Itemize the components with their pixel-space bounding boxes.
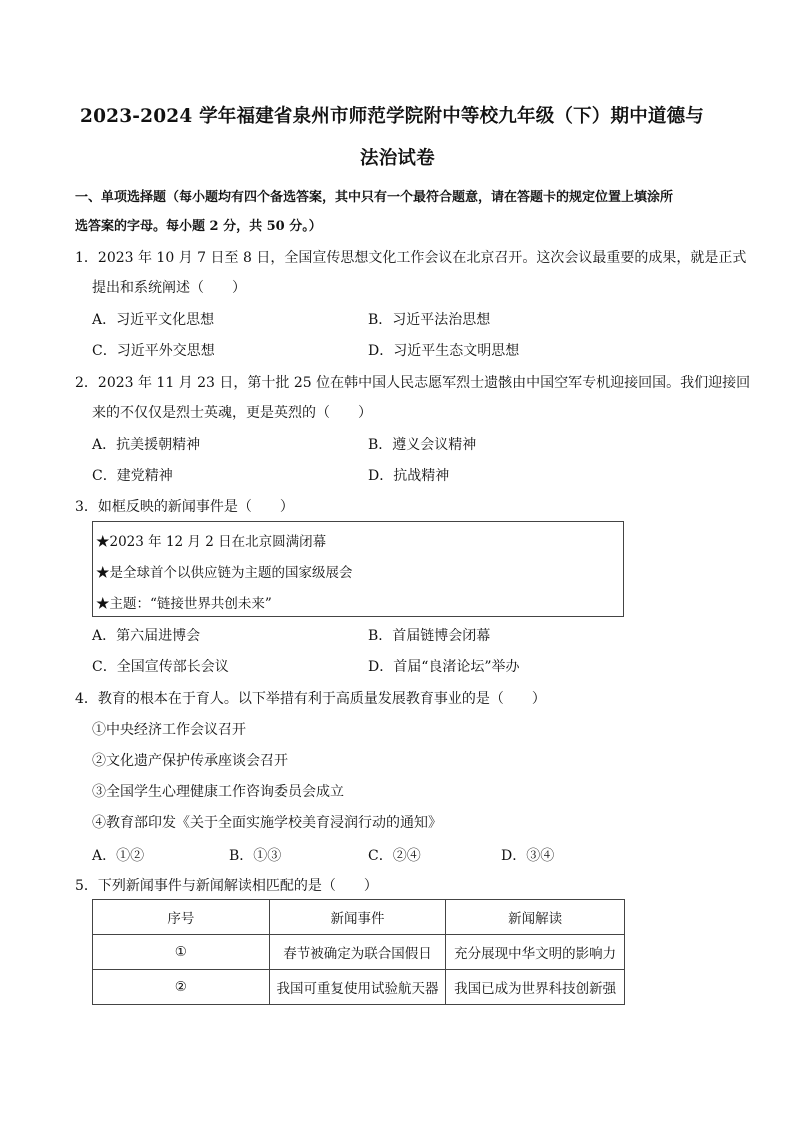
q4-option-d: D．③④ (501, 848, 555, 864)
q1-stem-line2: 提出和系统阐述（ ） (92, 280, 246, 296)
table-row (93, 970, 625, 1005)
q3-box-line-3: ★主题：“链接世界共创未来” (96, 596, 272, 612)
q3-news-box (92, 521, 624, 617)
table-cell: ② (93, 970, 270, 1005)
q3-option-d: D．首届“良渚论坛”举办 (368, 659, 520, 675)
table-cell: 春节被确定为联合国假日 (269, 935, 446, 970)
q3-option-c: C．全国宣传部长会议 (92, 659, 229, 675)
q4-item-1: ①中央经济工作会议召开 (92, 722, 246, 738)
q3-stem: 3．如框反映的新闻事件是（ ） (75, 499, 294, 515)
table-header-cell: 新闻解读 (446, 900, 625, 935)
q1-option-c: C．习近平外交思想 (92, 343, 215, 359)
q4-item-3: ③全国学生心理健康工作咨询委员会成立 (92, 784, 344, 800)
q2-stem-line2: 来的不仅仅是烈士英魂，更是英烈的（ ） (92, 405, 372, 421)
q1-stem-line1: 1．2023 年 10 月 7 日至 8 日，全国宣传思想文化工作会议在北京召开。这次会议最重要的成果，就是正式 (75, 250, 747, 266)
table-cell: 我国已成为世界科技创新强 (446, 970, 625, 1005)
q4-stem: 4．教育的根本在于育人。以下举措有利于高质量发展教育事业的是（ ） (75, 691, 546, 707)
table-cell: 充分展现中华文明的影响力 (446, 935, 625, 970)
exam-title-line2: 法治试卷 (360, 148, 435, 169)
q4-option-c: C．②④ (368, 848, 421, 864)
table-header-row (93, 900, 625, 935)
table-row (93, 935, 625, 970)
table-header-cell: 新闻事件 (269, 900, 446, 935)
q2-option-c: C．建党精神 (92, 468, 173, 484)
q2-option-b: B．遵义会议精神 (368, 437, 477, 453)
q1-option-a: A．习近平文化思想 (92, 312, 215, 328)
q3-box-line-2: ★是全球首个以供应链为主题的国家级展会 (96, 565, 353, 581)
q3-option-b: B．首届链博会闭幕 (368, 628, 491, 644)
section-instructions-line2: 选答案的字母。每小题 2 分，共 50 分。） (75, 219, 322, 234)
q5-news-table (92, 899, 625, 1005)
q1-option-b: B．习近平法治思想 (368, 312, 491, 328)
q2-option-a: A．抗美援朝精神 (92, 437, 201, 453)
q4-option-b: B．①③ (229, 848, 282, 864)
section-instructions-line1: 一、单项选择题（每小题均有四个备选答案，其中只有一个最符合题意，请在答题卡的规定位置上填涂所 (75, 190, 674, 205)
q1-option-d: D．习近平生态文明思想 (368, 343, 520, 359)
q5-stem: 5．下列新闻事件与新闻解读相匹配的是（ ） (75, 878, 378, 894)
table-header-cell: 序号 (93, 900, 270, 935)
q3-box-line-1: ★2023 年 12 月 2 日在北京圆满闭幕 (96, 534, 327, 550)
exam-title-line1: 2023-2024 学年福建省泉州市师范学院附中等校九年级（下）期中道德与 (80, 106, 704, 127)
table-cell: 我国可重复使用试验航天器 (269, 970, 446, 1005)
table-cell: ① (93, 935, 270, 970)
q4-item-4: ④教育部印发《关于全面实施学校美育浸润行动的通知》 (92, 815, 442, 831)
q4-item-2: ②文化遗产保护传承座谈会召开 (92, 753, 288, 769)
q3-option-a: A．第六届进博会 (92, 628, 201, 644)
q2-option-d: D．抗战精神 (368, 468, 450, 484)
q2-stem-line1: 2．2023 年 11 月 23 日，第十批 25 位在韩中国人民志愿军烈士遗骸由中国空军专机迎接回国。我们迎接回 (75, 375, 751, 391)
q4-option-a: A．①② (92, 848, 145, 864)
